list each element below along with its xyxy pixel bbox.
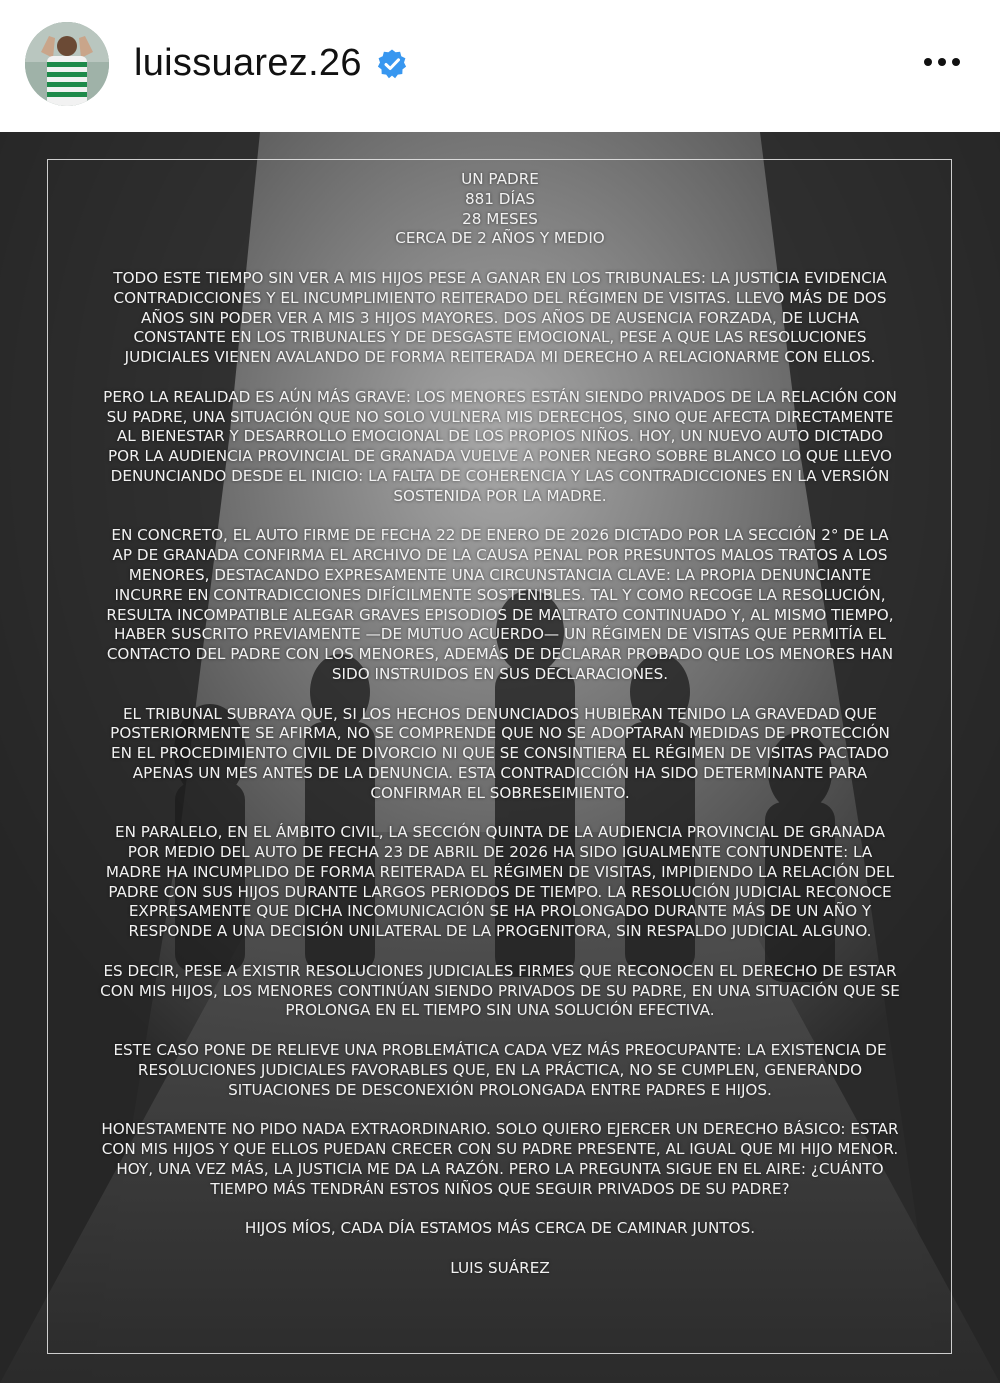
paragraph: ESTE CASO PONE DE RELIEVE UNA PROBLEMÁTICA CADA VEZ MÁS PREOCUPANTE: LA EXISTENCIA DE RESOLUCIONES JUDICIALES FAVORABLES QUE, EN LA PRÁCTICA, NO SE CUMPLEN, GENERANDO SITUACIONES DE DESCONEXIÓN PROLONGADA ENTRE PADRES E HIJOS. <box>113 1041 887 1099</box>
header-line: 28 MESES <box>462 209 538 228</box>
signature: LUIS SUÁREZ <box>450 1258 550 1277</box>
header-line: 881 DÍAS <box>464 189 536 208</box>
profile-avatar[interactable] <box>25 22 109 106</box>
header-block <box>100 170 900 249</box>
paragraph: EN CONCRETO, EL AUTO FIRME DE FECHA 22 DE ENERO DE 2026 DICTADO POR LA SECCIÓN 2° DE LA AP DE GRANADA CONFIRMA EL ARCHIVO DE LA CAUSA PENAL POR PRESUNTOS MALOS TRATOS A LOS MENORES, DESTACANDO EXPRESAMENTE UNA CIRCUNSTANCIA CLAVE: LA PROPIA DENUNCIANTE INCURRE EN CONTRADICCIONES DIFÍCILMENTE SOSTENIBLES. TAL Y COMO RECOGE LA RESOLUCIÓN, RESULTA INCOMPATIBLE ALEGAR GRAVES EPISODIOS DE MALTRATO CONTINUADO Y, AL MISMO TIEMPO, HABER SUSCRITO PREVIAMENTE —DE MUTUO ACUERDO— UN RÉGIMEN DE VISITAS QUE PERMITÍA EL CONTACTO DEL PADRE CON LOS MENORES, ADEMÁS DE DECLARAR PROBADO QUE LOS MENORES HAN SIDO INSTRUIDOS EN SUS DECLARACIONES. <box>106 526 894 683</box>
paragraph: HIJOS MÍOS, CADA DÍA ESTAMOS MÁS CERCA DE CAMINAR JUNTOS. <box>244 1219 756 1238</box>
profile-username[interactable]: luissuarez.26 <box>134 42 362 84</box>
paragraph: HONESTAMENTE NO PIDO NADA EXTRAORDINARIO. SOLO QUIERO EJERCER UN DERECHO BÁSICO: ESTAR CON MIS HIJOS Y QUE ELLOS PUEDAN CRECER CON SU PADRE PRESENTE, AL IGUAL QUE MI HIJO MENOR. HOY, UNA VEZ MÁS, LA JUSTICIA ME DA LA RAZÓN. PERO LA PREGUNTA SIGUE EN EL AIRE: ¿CUÁNTO TIEMPO MÁS TENDRÁN ESTOS NIÑOS QUE SEGUIR PRIVADOS DE SU PADRE? <box>101 1120 899 1198</box>
header-line: CERCA DE 2 AÑOS Y MEDIO <box>395 229 605 248</box>
paragraph: EN PARALELO, EN EL ÁMBITO CIVIL, LA SECCIÓN QUINTA DE LA AUDIENCIA PROVINCIAL DE GRANADA POR MEDIO DEL AUTO DE FECHA 23 DE ABRIL DE 2026 HA SIDO IGUALMENTE CONTUNDENTE: LA MADRE HA INCUMPLIDO DE FORMA REITERADA EL RÉGIMEN DE VISITAS, IMPIDIENDO LA RELACIÓN DEL PADRE CON SUS HIJOS DURANTE LARGOS PERIODOS DE TIEMPO. LA RESOLUCIÓN JUDICIAL RECONOCE EXPRESAMENTE QUE DICHA INCOMUNICACIÓN SE HA PROLONGADO DURANTE MÁS DE UN AÑO Y RESPONDE A UNA DECISIÓN UNILATERAL DE LA PROGENITORA, SIN RESPALDO JUDICIAL ALGUNO. <box>105 823 895 941</box>
post-text <box>100 170 900 1279</box>
paragraph: TODO ESTE TIEMPO SIN VER A MIS HIJOS PESE A GANAR EN LOS TRIBUNALES: LA JUSTICIA EVIDENCIA CONTRADICCIONES Y EL INCUMPLIMIENTO REITERADO DEL RÉGIMEN DE VISITAS. LLEVO MÁS DE DOS AÑOS SIN PODER VER A MIS 3 HIJOS MAYORES. DOS AÑOS DE AUSENCIA FORZADA, DE LUCHA CONSTANTE EN LOS TRIBUNALES Y DE DESGASTE EMOCIONAL, PESE A QUE LAS RESOLUCIONES JUDICIALES VIENEN AVALANDO DE FORMA REITERADA MI DERECHO A RELACIONARME CON ELLOS. <box>113 268 887 367</box>
post-image <box>0 132 1000 1383</box>
paragraph: EL TRIBUNAL SUBRAYA QUE, SI LOS HECHOS DENUNCIADOS HUBIERAN TENIDO LA GRAVEDAD QUE POSTERIORMENTE SE AFIRMA, NO SE COMPRENDE QUE NO SE ADOPTARAN MEDIDAS DE PROTECCIÓN EN EL PROCEDIMIENTO CIVIL DE DIVORCIO NI QUE SE CONSINTIERA EL RÉGIMEN DE VISITAS PACTADO APENAS UN MES ANTES DE LA DENUNCIA. ESTA CONTRADICCIÓN HA SIDO DETERMINANTE PARA CONFIRMAR EL SOBRESEIMIENTO. <box>110 704 890 802</box>
avatar-photo <box>25 22 109 106</box>
more-options-icon[interactable] <box>918 44 966 80</box>
paragraph: PERO LA REALIDAD ES AÚN MÁS GRAVE: LOS MENORES ESTÁN SIENDO PRIVADOS DE LA RELACIÓN CON SU PADRE, UNA SITUACIÓN QUE NO SOLO VULNERA MIS DERECHOS, SINO QUE AFECTA DIRECTAMENTE AL BIENESTAR Y DESARROLLO EMOCIONAL DE LOS PROPIOS NIÑOS. HOY, UN NUEVO AUTO DICTADO POR LA AUDIENCIA PROVINCIAL DE GRANADA VUELVE A PONER NEGRO SOBRE BLANCO LO QUE LLEVO DENUNCIANDO DESDE EL INICIO: LA FALTA DE COHERENCIA Y LAS CONTRADICCIONES EN LA VERSIÓN SOSTENIDA POR LA MADRE. <box>103 387 897 505</box>
post-header <box>0 0 1000 132</box>
header-line: UN PADRE <box>461 170 539 188</box>
paragraph: ES DECIR, PESE A EXISTIR RESOLUCIONES JUDICIALES FIRMES QUE RECONOCEN EL DERECHO DE ESTAR CON MIS HIJOS, LOS MENORES CONTINÚAN SIENDO PRIVADOS DE SU PADRE, EN UNA SITUACIÓN QUE SE PROLONGA EN EL TIEMPO SIN UNA SOLUCIÓN EFECTIVA. <box>100 961 900 1020</box>
verified-badge-icon <box>376 48 408 80</box>
